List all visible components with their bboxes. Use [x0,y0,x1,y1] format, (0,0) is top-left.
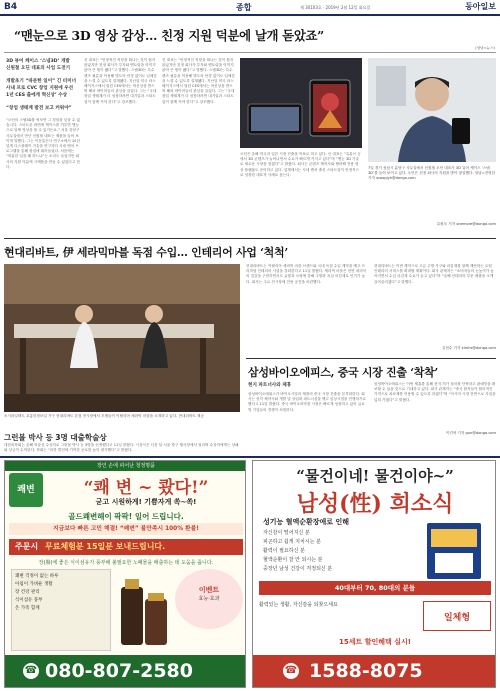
article1-subheads [6,58,80,112]
subhead: 3D 뷰어 케이스 ‘스냅3D’ 개발 [6,59,70,64]
list-item: 자신감이 떨어지신 분 [263,530,310,536]
article3-subhead: 현지 파트너사와 제휴 [248,383,292,388]
ad-left-event-badge [175,569,243,629]
product-box-icon [417,517,491,583]
ad-right-slogan: 성기능 혈액순환장애로 인해 [263,518,350,526]
ad-right-tag-box [423,601,491,631]
article2-photo [4,264,240,412]
event-label: 이벤트 [198,586,220,594]
divider [246,358,496,359]
ad-right-headline: “물건이네! 물건이야~” [296,467,454,485]
ad-right-list [263,529,413,574]
ad-right-product-image [417,517,491,583]
ad-right-phone-bar [253,655,496,688]
list-item: 피곤하고 쉽게 지치시는 분 [263,539,321,545]
article1-photo-ceo [368,58,496,162]
ad-right [252,460,496,688]
list-item: 혈액순환이 잘 안 되시는 분 [263,557,323,563]
article3-reporter: 이건혁 기자 gun@donga.com [445,431,496,435]
ad-right-note: 활력있는 생활, 자신감을 되찾으세요 [259,602,338,608]
ad-left-order-benefit: 무료체험분 15일분 보내드립니다. [44,542,166,551]
ad-left-list [11,569,111,651]
article1-reporter: 유원모 기자 onemore@donga.com [436,222,496,226]
article3-body-col1: 삼성바이오에피스가 바이오시밀러 제품의 중국 시장 진출을 본격화한다. 회사는 현지 제약사와 개발 및 상업화 파트너십을 맺고 임상시험을 진행하기로 했다고 11일 밝혔다. 중국 바이오의약품 시장은 빠르게 성장하고 있어 글로벌 기업들의 경쟁이 치열하다. [248,392,366,412]
page-number: B4 [4,2,18,12]
ad-left-order-banner [9,539,243,555]
subhead: 사내 프로 CVC 창업 지원에 우선 [6,86,74,91]
article3-headline: 삼성바이오에피스, 중국 시장 진출 ‘착착’ [248,366,438,379]
article1-body-col3: 신 대표는 “안정적인 직장을 떠나는 것이 쉽지 않았지만 친정 회사가 투자와 멘토링을 아끼지 않아 큰 힘이 됐다”고 말했다. 스냅3D는 특수 렌즈 필름을 이용해 별도의 안경 없이도 입체감을 느낄 수 있도록 설계됐다. 지난달 미국 라스베이거스에서 열린 CES에서는 혁신상을 받으며 해외 바이어들의 관심을 끌었다. 그는 “국내 창업 생태계가 더 성장하려면 대기업과 스타트업이 함께 커야 한다”고 강조했다. [162,58,235,104]
article1-headline: “맨눈으로 3D 영상 감상… 친정 지원 덕분에 날개 돋았죠” [14,28,325,43]
list-item: 식이섬유 풍부 [15,598,43,603]
section-label: 종합 [236,3,252,12]
phone-icon: ☎ [23,663,39,679]
page-header [0,0,500,16]
article2-headline: 현대리바트, 伊 세라믹마블 독점 수입… 인테리어 사업 ‘척척’ [4,246,288,259]
ad-left-product-image [115,569,171,651]
article3-body-col2: 삼성바이오에피스는 이번 제휴를 통해 현지 허가 절차를 단축하고 판매망을 확보할 수 있을 것으로 기대하고 있다. 회사 관계자는 “중국 환자들이 합리적인 가격으로 치료제를 이용할 수 있도록 하겠다”며 “아시아 시장 전반으로 사업을 넓혀 가겠다”고 밝혔다. [374,382,496,402]
ad-left-order-label: 주문시 [15,542,39,551]
ad-divider [0,456,500,458]
phone-icon: ☎ [283,663,299,679]
badge-label: 효능·효과 [198,596,220,602]
ad-left-phone-bar [5,655,246,688]
list-item: 온 가족 함께 [15,606,40,611]
subhead: “창업 생태계 발전 보고 커워야” [6,106,72,111]
ad-right-age-bar: 40대부터 70, 80대의 분들 [259,581,491,595]
ad-left [4,460,246,688]
article1-body-col1: “오딘의 스냅3D를 써보면 그 경험을 잊을 수 없습니다. 스마트폰 화면에 케이스를 끼우면 맨눈으로 입체 영상을 볼 수 있거든요.” 서울 강남구 사무실에서 만난 신원철 대표는 제품을 들어 보이며 말했다. 그는 이동통신사 연구소에서 10년 넘게 디스플레이 기술을 연구하다 사내 벤처 프로그램을 통해 창업에 뛰어들었다. 처음에는 “따분한 일을 왜 하느냐”는 소리도 들었지만 회사의 지원 덕분에 시제품을 만들 수 있었다고 한다. [6,118,80,169]
article2-reporter: 김현수 기자 kimhs@donga.com [441,346,496,350]
article4-headline: 그런볼 박사 등 3명 대출학술상 [4,433,107,442]
showroom-illustration [4,264,240,412]
newspaper-brand: 동아일보 [465,2,496,11]
divider [4,238,496,239]
article1-body-col4: 오딘은 올해 미국과 일본 시장 진출을 목표로 하고 있다. 신 대표는 “유튜브 등에서 3D 콘텐츠가 늘어나면서 수요가 빠르게 커지고 있다”며 “맨눈 3D 기술로 새로운 시장을 열겠다”고 밝혔다. 회사는 콘텐츠 제작사와 협력해 전용 영상 플랫폼도 준비하고 있다. 업계에서는 사내 벤처 출신 스타트업이 안정적으로 성장한 대표적 사례로 꼽는다. [240,152,361,177]
list-item: 활력이 필요하신 분 [263,548,305,554]
list-item: 쾌변 걱정이 없는 하루 [15,574,59,579]
article2-body-col2: 현대리바트는 이번 계약으로 고급 주방 가구와 마감재를 함께 제안하는 토털 인테리어 서비스를 확대할 계획이다. 회사 관계자는 “소비자들의 눈높이가 높아지면서 수입 마감재 수요가 늘고 있다”며 “올해 인테리어 부문 매출을 크게 끌어올리겠다”고 말했다. [374,264,494,284]
article1-photo-product [240,58,362,148]
subhead: 1년 CES 출에게 혁신상’ 수상 [6,93,68,98]
list-item: 장 건강 관리 [15,590,40,595]
ad-left-brand: 쾌변 [9,473,43,507]
ad-left-headline: “쾌 변 ~ 쾄다!” [83,478,209,498]
article4-body: 대한의학회는 올해 학술상 수상자로 그런볼 박사 등 3명을 선정했다고 11일 밝혔다. 시상식은 다음 달 서울 중구 행사장에서 열리며 수상자에게는 상패와 상금이 수여된다. 학회는 “의학 발전에 기여한 공로를 높이 평가했다”고 밝혔다. [4,443,239,453]
issue-date: 제 30103호 · 2019년 2월 12일 화요일 [300,5,371,10]
ad-right-free: 15세트 할인혜택 실시! [339,638,411,646]
divider [4,52,496,53]
product-bottle-icon [115,569,171,651]
ceo-portrait [368,58,496,162]
ad-right-phone[interactable]: 1588-8075 [309,660,423,682]
ad-left-desc: 장(腸)에 좋은 식이섬유가 풍부해 불필요한 노폐물을 배출하는 데 도움을 줍니다. [38,560,214,566]
ad-left-phone[interactable]: 080-807-2580 [45,660,193,682]
article1-body-col2: 신 대표는 “안정적인 직장을 떠나는 것이 쉽지 않았지만 친정 회사가 투자와 멘토링을 아끼지 않아 큰 힘이 됐다”고 말했다. 스냅3D는 특수 렌즈 필름을 이용해 별도의 안경 없이도 입체감을 느낄 수 있도록 설계됐다. 지난달 미국 라스베이거스에서 열린 CES에서는 혁신상을 받으며 해외 바이어들의 관심을 끌었다. 그는 “국내 창업 생태계가 더 성장하려면 대기업과 스타트업이 함께 커야 한다”고 강조했다. [84,58,157,104]
article2-photo-caption: 소시라일렉트 호롱한정보입 가구 현대리바트 본점 전시장에서 모델들이 이탈리아 세라믹 마블을 소개하고 있다. 현대리바트 제공 [4,414,204,418]
subhead: 개발초기 “따분한 일이” 긴 터미너 [6,79,77,84]
ad-right-title: 남성(性) 희소식 [296,491,454,517]
ad-right-tag: 일체형 [443,613,471,623]
article1-byline: (성남=뉴스) [475,46,495,50]
subhead: 신원철 오딘 대표의 사업 도전기 [6,66,71,71]
article2-body-col1: 현대리바트는 이탈리아 세라믹 마블 브랜드와 국내 독점 수입 계약을 맺고 프리미엄 인테리어 사업을 강화한다고 11일 밝혔다. 세라믹 마블은 천연 대리석의 질감을 구현하면서도 긁힘과 오염에 강해 주방과 욕실 마감재로 인기가 높다. 회사는 주요 전시장에 전용 공간을 마련했다. [246,264,367,284]
ad-left-subline: 굳고 시원하게! 기쁨자게 쏙~쏙! [95,498,197,506]
product-illustration [240,58,362,148]
article1-photo-caption: 7일 경기 성남시 분당구 사무실에서 신원철 오딘 대표가 3D 뷰어 케이스 ‘스냅3D’를 들어 보이고 있다. 오딘은 친정 회사의 지원을 받아 창업했다. 성남=전영한 기자 scoopjyh@donga.com [368,166,496,180]
list-item: 중장년 남성 건강이 걱정되신 분 [263,566,333,572]
list-item: 아침이 가벼운 생활 [15,582,53,587]
ad-left-topbar: 장인 손에 피어난 청정명품 [5,461,246,471]
ad-left-promo: 골드쾌변해이 팍팍! 일어 드립니다. [68,512,184,521]
ad-left-guarantee: 지금보다 빠른 고민 해결! “쾌변” 불만족시 100% 환불! [9,523,243,535]
